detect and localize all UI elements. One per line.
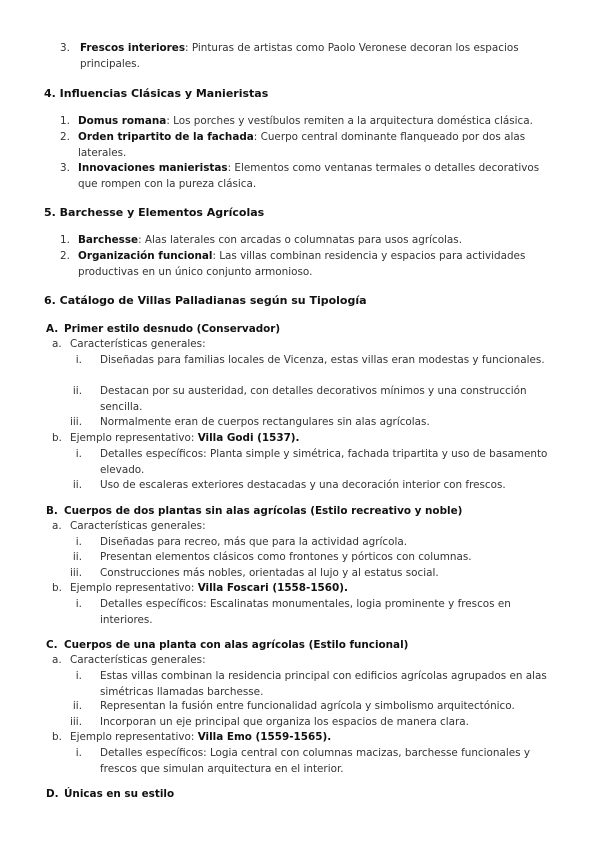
- list-term: Frescos interiores: [80, 42, 186, 54]
- list-item: b. Ejemplo representativo: Villa Godi (1537).: [52, 432, 300, 444]
- section-heading: 4. Influencias Clásicas y Manieristas: [44, 87, 269, 100]
- list-item: ii. Destacan por su austeridad, con detalles decorativos mínimos y una construcción sencilla.: [72, 385, 527, 413]
- list-item: iii. Construcciones más nobles, orientadas al lujo y al estatus social.: [70, 567, 439, 579]
- list-item: i. Diseñadas para familias locales de Vicenza, estas villas eran modestas y funcionales.: [75, 354, 545, 366]
- list-item: 2. Organización funcional: Las villas combinan residencia y espacios para actividades productivas en un único conjunto armonioso.: [60, 250, 526, 278]
- list-item: a. Características generales:: [52, 338, 206, 350]
- section-heading: 6. Catálogo de Villas Palladianas según su Tipología: [44, 294, 367, 307]
- list-item: a. Características generales:: [52, 654, 206, 666]
- list-item: iii. Normalmente eran de cuerpos rectangulares sin alas agrícolas.: [70, 416, 430, 428]
- list-item: 3. Innovaciones manieristas: Elementos como ventanas termales o detalles decorativos que rompen con la pureza clásica.: [60, 162, 540, 190]
- list-item: iii. Incorporan un eje principal que organiza los espacios de manera clara.: [70, 716, 469, 728]
- list-item: b. Ejemplo representativo: Villa Emo (1559-1565).: [52, 731, 332, 743]
- section-heading: 5. Barchesse y Elementos Agrícolas: [44, 206, 265, 219]
- list-item: [60, 41, 550, 72]
- subsection-heading: B. Cuerpos de dos plantas sin alas agrícolas (Estilo recreativo y noble): [46, 505, 463, 517]
- subsection-heading: C. Cuerpos de una planta con alas agrícolas (Estilo funcional): [46, 639, 409, 651]
- list-text: : Pinturas de artistas como Paolo Veronese decoran los espacios principales.: [80, 42, 519, 70]
- list-item: a. Características generales:: [52, 520, 206, 532]
- list-item: ii. Representan la fusión entre funcionalidad agrícola y simbolismo arquitectónico.: [72, 700, 515, 712]
- list-item: i. Detalles específicos: Escalinatas monumentales, logia prominente y frescos en interiores.: [75, 598, 511, 626]
- list-item: ii. Presentan elementos clásicos como frontones y pórticos con columnas.: [72, 551, 472, 563]
- list-item: 1. Barchesse: Alas laterales con arcadas o columnatas para usos agrícolas.: [60, 234, 463, 246]
- list-item: ii. Uso de escaleras exteriores destacadas y una decoración interior con frescos.: [72, 479, 506, 491]
- list-item: 2. Orden tripartito de la fachada: Cuerpo central dominante flanqueado por dos alas laterales.: [60, 131, 526, 159]
- list-item: i. Detalles específicos: Logia central con columnas macizas, barchesse funcionales y frescos que simulan arquitectura en el interior.: [75, 747, 530, 775]
- subsection-heading: D. Únicas en su estilo: [46, 788, 175, 800]
- list-item: 1. Domus romana: Los porches y vestíbulos remiten a la arquitectura doméstica clásica.: [60, 115, 533, 127]
- list-item: b. Ejemplo representativo: Villa Foscari (1558-1560).: [52, 582, 348, 594]
- list-number: 3.: [60, 42, 70, 54]
- list-item: i. Diseñadas para recreo, más que para la actividad agrícola.: [75, 536, 408, 548]
- list-item: i. Estas villas combinan la residencia principal con edificios agrícolas agrupados en alas simétricas llamadas barchesse.: [75, 670, 547, 698]
- list-item: i. Detalles específicos: Planta simple y simétrica, fachada tripartita y uso de basamento elevado.: [75, 448, 548, 476]
- subsection-heading: A. Primer estilo desnudo (Conservador): [46, 323, 281, 335]
